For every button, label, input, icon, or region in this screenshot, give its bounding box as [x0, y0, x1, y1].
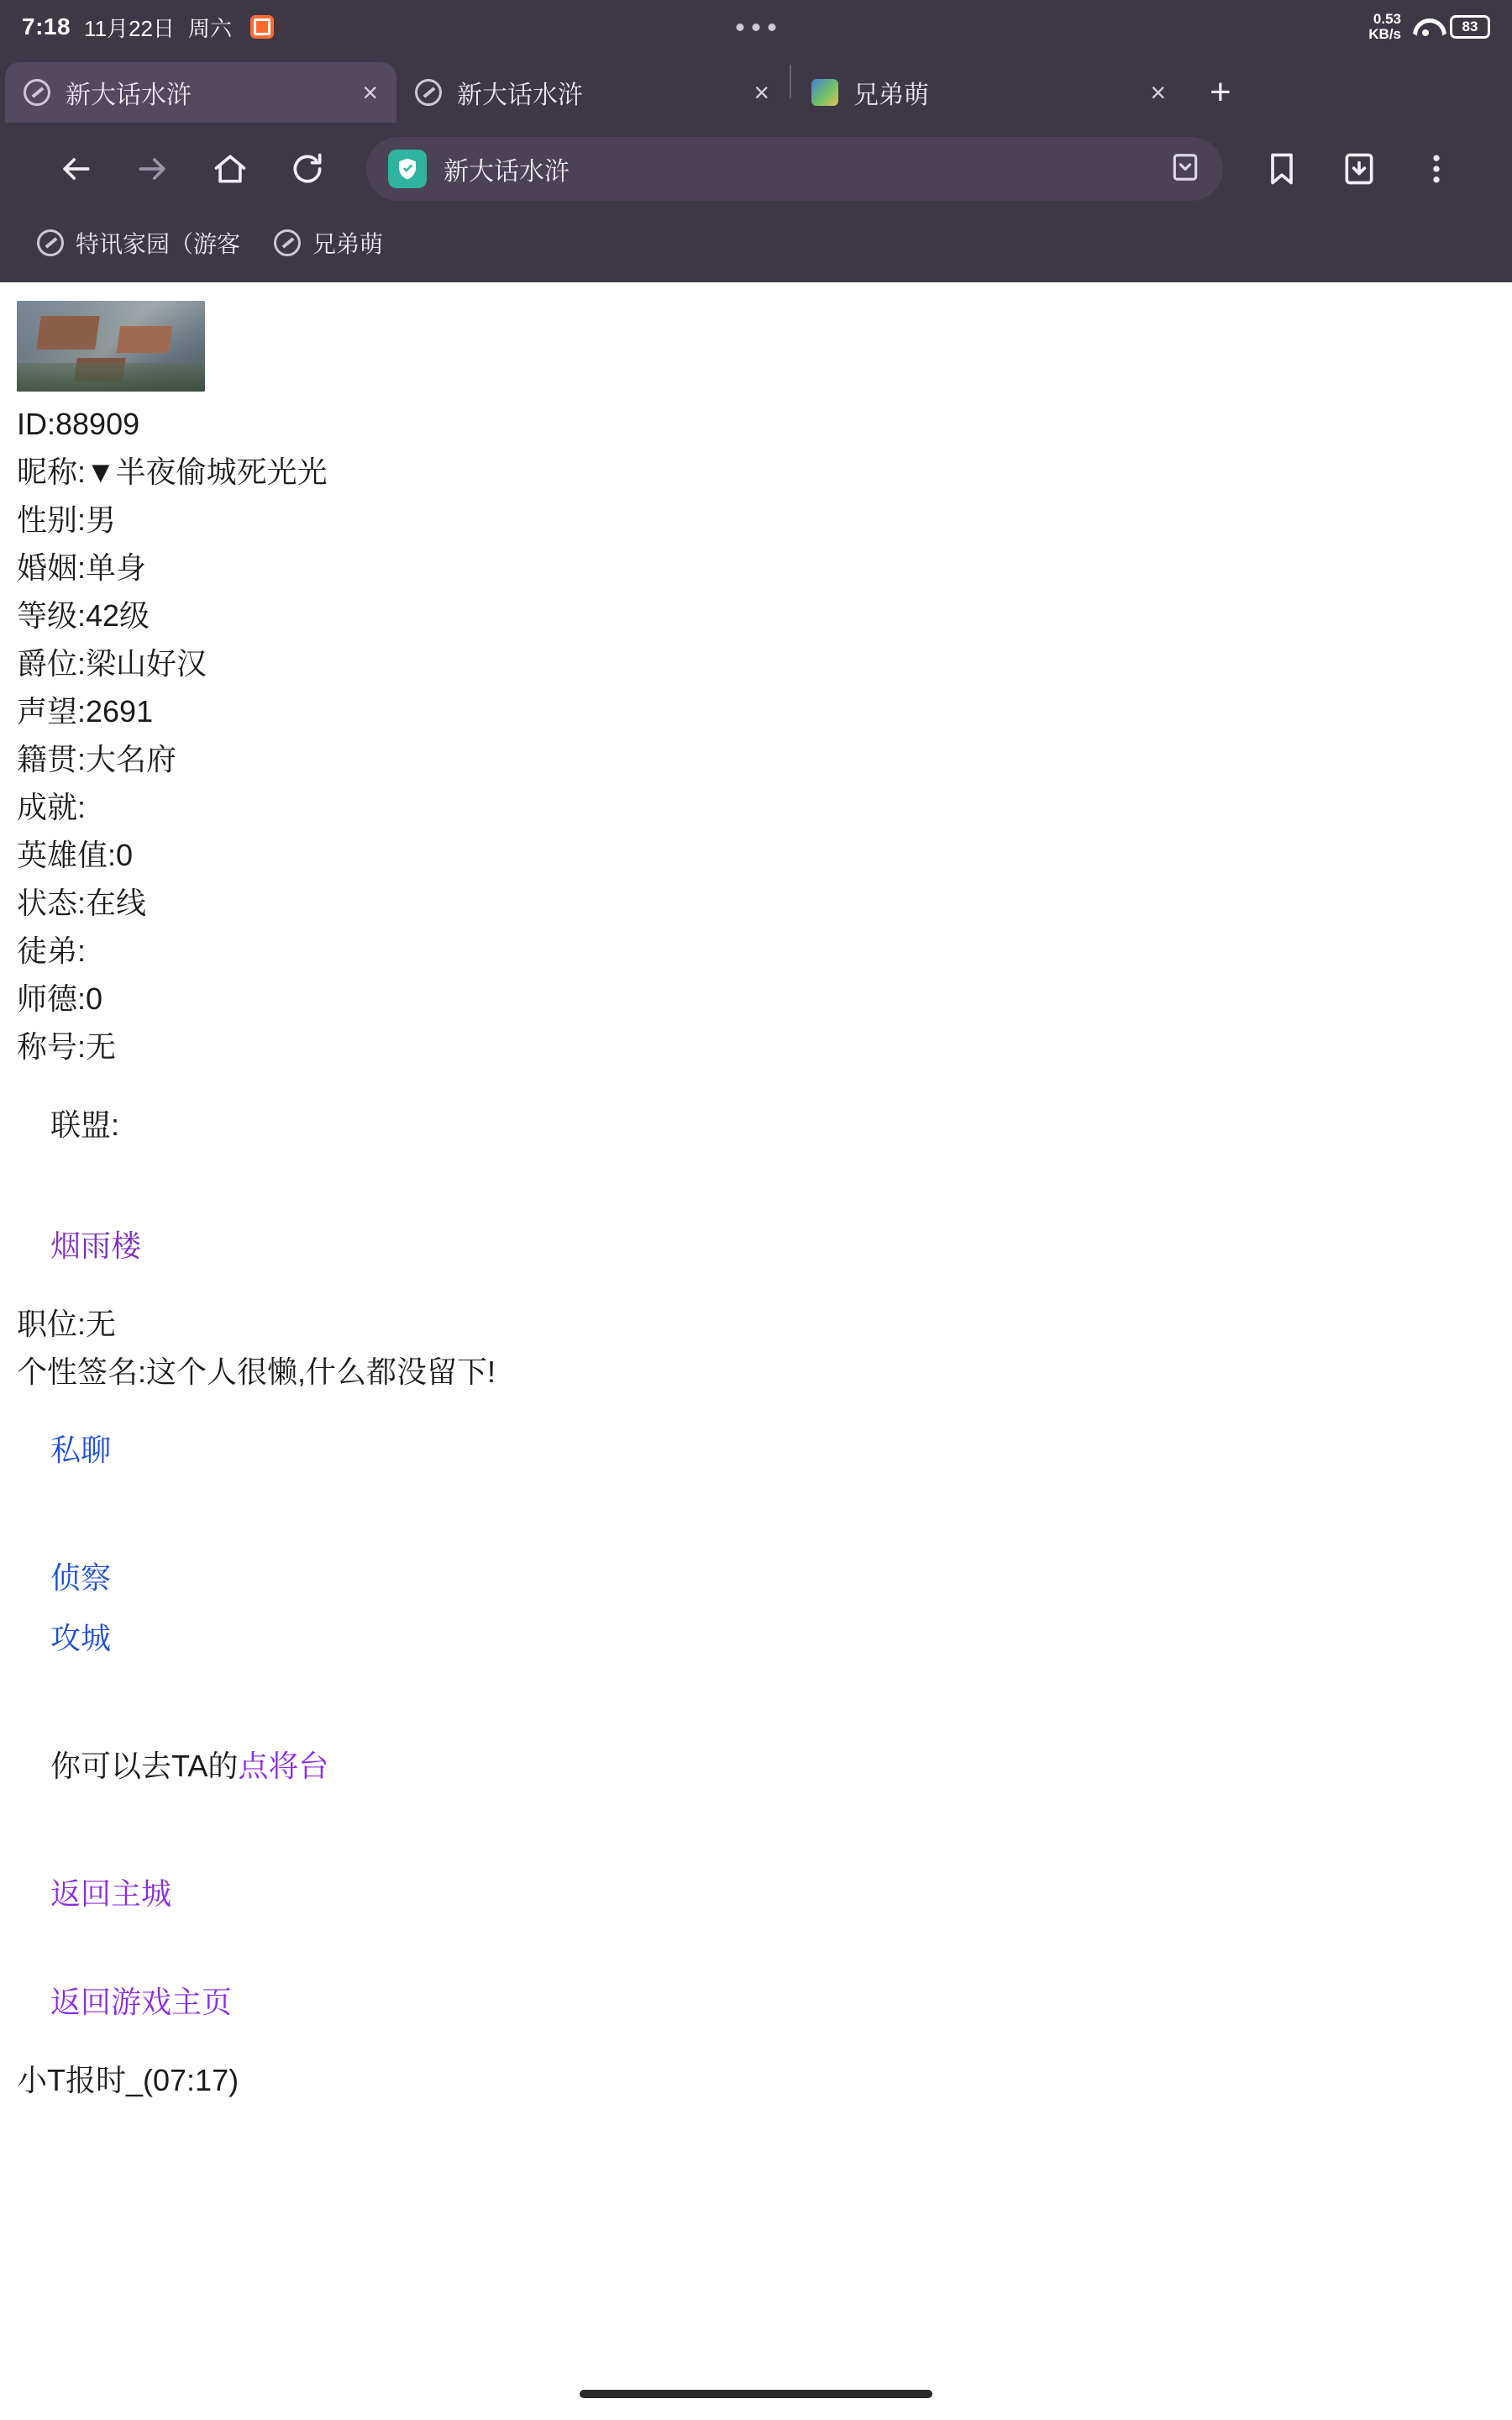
bookmark-item-2[interactable]: [274, 226, 383, 260]
status-bar-left: [22, 12, 274, 43]
profile-marriage: 婚姻:单身: [17, 550, 147, 585]
profile-achievement: 成就:: [17, 790, 87, 824]
back-to-city-link[interactable]: 返回主城: [50, 1876, 172, 1911]
wifi-icon: [1413, 17, 1438, 37]
alliance-label: 联盟:: [50, 1107, 120, 1142]
tab-strip[interactable]: [0, 54, 1512, 123]
save-to-pocket-icon[interactable]: [1169, 151, 1201, 187]
close-icon[interactable]: ×: [753, 77, 769, 108]
network-speed: [1368, 12, 1401, 42]
status-bar: [0, 0, 1512, 54]
clock-text: 小T报时_(07:17): [17, 2063, 239, 2097]
profile-teacher-virtue: 师德:0: [17, 981, 103, 1016]
status-time: 7:18: [22, 13, 71, 39]
bookmark-icon[interactable]: [1243, 130, 1320, 208]
browser-toolbar: [0, 123, 1512, 215]
home-icon[interactable]: [192, 130, 269, 208]
dot: [737, 24, 744, 31]
goto-row: [17, 1692, 1495, 1820]
site-image-icon: [811, 79, 838, 106]
more-menu-icon[interactable]: [1398, 130, 1475, 208]
profile-id: ID:88909: [17, 407, 140, 441]
bookmark-label: 特讯家园（游客: [76, 231, 241, 257]
back-to-city-row: [17, 1820, 1495, 1948]
home-indicator[interactable]: [580, 2390, 932, 2398]
network-speed-unit: KB/s: [1368, 26, 1401, 42]
profile-position: 职位:无: [17, 1307, 117, 1341]
compass-icon: [274, 229, 301, 256]
record-icon: [250, 15, 274, 39]
close-icon[interactable]: ×: [362, 77, 378, 108]
tab-1[interactable]: [5, 62, 396, 123]
profile-alliance-row: [17, 1071, 1495, 1300]
compass-icon: [24, 79, 50, 106]
back-to-home-row: [17, 1948, 1495, 2056]
scout-link[interactable]: 侦察: [50, 1560, 112, 1595]
profile-hometown: 籍贯:大名府: [17, 742, 177, 776]
page-content: [0, 282, 1512, 2420]
forward-arrow-icon[interactable]: [114, 130, 192, 208]
network-speed-value: 0.53: [1373, 11, 1401, 28]
dot: [753, 24, 760, 31]
new-tab-button[interactable]: +: [1210, 71, 1231, 113]
status-bar-right: [1368, 12, 1490, 42]
browser-chrome: [0, 0, 1512, 282]
profile-nickname: 昵称:▼半夜偷城死光光: [17, 455, 328, 489]
tab-divider: [790, 65, 791, 98]
compass-icon: [37, 229, 64, 256]
camera-punchhole: [737, 24, 776, 31]
avatar: [17, 301, 205, 392]
compass-icon: [415, 79, 442, 106]
profile-gender: 性别:男: [17, 502, 117, 537]
shield-icon: [388, 150, 427, 188]
back-to-home-link[interactable]: 返回游戏主页: [50, 1985, 233, 2019]
battery-indicator: 83: [1450, 15, 1490, 39]
reload-icon[interactable]: [269, 130, 346, 208]
bookmark-item-1[interactable]: [37, 226, 240, 260]
attack-city-link[interactable]: 攻城: [50, 1621, 112, 1655]
profile-apprentice: 徒弟:: [17, 934, 87, 968]
profile-level: 等级:42级: [17, 598, 150, 633]
tab-title: 新大话水浒: [66, 82, 192, 109]
profile-reputation: 声望:2691: [17, 694, 154, 729]
tab-title: 新大话水浒: [457, 82, 583, 109]
profile-signature: 个性签名:这个人很懒,什么都没留下!: [17, 1355, 496, 1389]
tab-title: 兄弟萌: [853, 82, 929, 109]
scout-attack-row: [17, 1504, 1495, 1692]
close-icon[interactable]: ×: [1150, 77, 1166, 108]
alliance-link[interactable]: 烟雨楼: [50, 1228, 142, 1263]
tab-2[interactable]: [396, 62, 788, 123]
profile-hero-value: 英雄值:0: [17, 838, 134, 872]
bookmarks-bar: [0, 215, 1512, 282]
download-icon[interactable]: [1320, 130, 1398, 208]
status-weekday: 周六: [187, 15, 232, 41]
status-date: 11月22日: [84, 15, 175, 41]
back-arrow-icon[interactable]: [37, 130, 114, 208]
dot: [769, 24, 776, 31]
address-bar-text[interactable]: 新大话水浒: [444, 158, 570, 186]
private-chat-row: [17, 1396, 1495, 1504]
profile-title: 称号:无: [17, 1029, 117, 1064]
dianjiangtai-link[interactable]: 点将台: [238, 1749, 329, 1783]
profile-state: 状态:在线: [17, 886, 147, 920]
address-bar[interactable]: [366, 137, 1223, 201]
private-chat-link[interactable]: 私聊: [50, 1433, 112, 1467]
tab-3[interactable]: [793, 62, 1184, 123]
goto-prefix-text: 你可以去TA的: [50, 1749, 239, 1783]
profile-rank: 爵位:梁山好汉: [17, 646, 207, 681]
bookmark-label: 兄弟萌: [312, 231, 384, 257]
